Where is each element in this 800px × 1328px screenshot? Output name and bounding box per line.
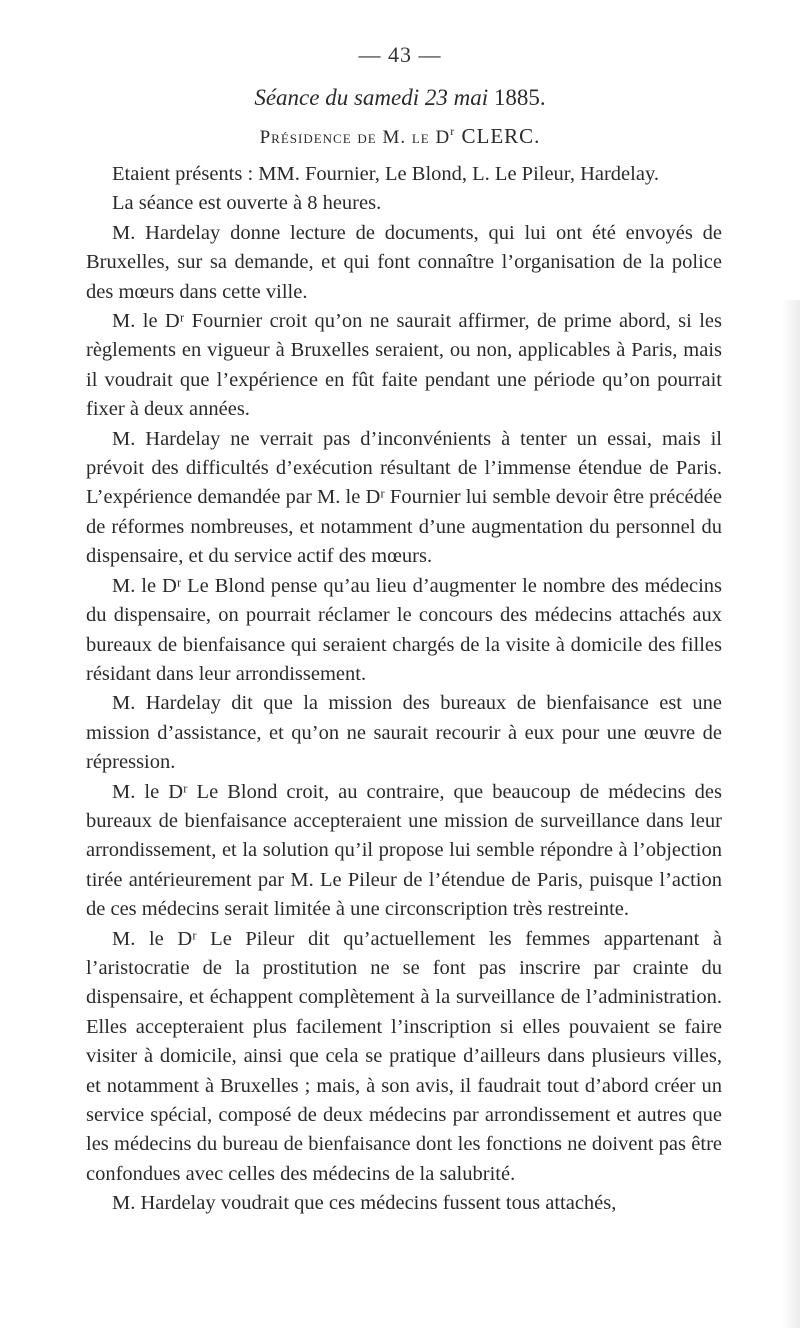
paragraph: M. Hardelay donne lecture de documents, qui lui ont été envoyés de Bruxelles, sur sa demande, et qui font connaître l’organisation de la police des mœurs dans cette ville. <box>86 221 722 303</box>
minutes-body <box>86 160 722 1219</box>
paragraph-opening: La séance est ouverte à 8 heures. <box>112 192 382 215</box>
session-year: 1885. <box>493 85 546 110</box>
president-name: CLERC. <box>461 124 541 148</box>
paragraph: M. le Dʳ Le Blond croit, au contraire, que beaucoup de médecins des bureaux de bienfaisance accepteraient une mission de surveillance dans leur arrondissement, et la solution qu’il propose lui semble répondre à l’objection tirée antérieurement par M. Le Pileur de l’étendue de Paris, puisque l’action de ces médecins serait limitée à une circonscription très restreinte. <box>86 780 722 921</box>
presidency-sup: r <box>450 124 456 138</box>
paragraph-continued: M. Hardelay voudrait que ces médecins fussent tous attachés, <box>112 1192 617 1215</box>
presidency-prefix: Présidence de M. le D <box>259 127 451 148</box>
presidency-line <box>0 124 800 149</box>
paragraph-attendance: Etaient présents : MM. Fournier, Le Blond, L. Le Pileur, Hardelay. <box>112 163 659 185</box>
session-date: Séance du samedi 23 mai <box>254 85 489 110</box>
paragraph: M. Hardelay dit que la mission des bureaux de bienfaisance est une mission d’assistance, et qu’on ne saurait recourir à eux pour une œuvre de répression. <box>86 692 722 774</box>
paragraph: M. le Dʳ Le Blond pense qu’au lieu d’augmenter le nombre des médecins du dispensaire, on pourrait réclamer le concours des médecins attachés aux bureaux de bienfaisance qui seraient chargés de la visite à domicile des filles résidant dans leur arrondissement. <box>86 574 722 685</box>
page-edge-shadow <box>782 300 800 1328</box>
paragraph: M. Hardelay ne verrait pas d’inconvénients à tenter un essai, mais il prévoit des difficultés d’exécution résultant de l’immense étendue de Paris. L’expérience demandée par M. le Dʳ Fournier lui semble devoir être précédée de réformes nombreuses, et notamment d’une augmentation du personnel du dispensaire, et du service actif des mœurs. <box>86 427 722 568</box>
session-heading <box>0 85 800 111</box>
page-number: — 43 — <box>358 42 442 67</box>
paragraph: M. le Dʳ Le Pileur dit qu’actuellement les femmes appartenant à l’aristocratie de la prostitution ne se font pas inscrire par crainte du dispensaire, et échappent complètement à la surveillance de l’administration. Elles accepteraient plus facilement l’inscription si elles pouvaient se faire visiter à domicile, ainsi que cela se pratique d’ailleurs dans plusieurs villes, et notamment à Bruxelles ; mais, à son avis, il faudrait tout d’abord créer un service spécial, composé de deux médecins par arrondissement et autres que les médecins du bureau de bienfaisance dont les fonctions ne doivent pas être confondues avec celles des médecins de la salubrité. <box>86 927 722 1185</box>
paragraph: M. le Dʳ Fournier croit qu’on ne saurait affirmer, de prime abord, si les règlements en vigueur à Bruxelles seraient, ou non, applicables à Paris, mais il voudrait que l’expérience en fût faite pendant une période qu’on pourrait fixer à deux années. <box>86 310 722 421</box>
